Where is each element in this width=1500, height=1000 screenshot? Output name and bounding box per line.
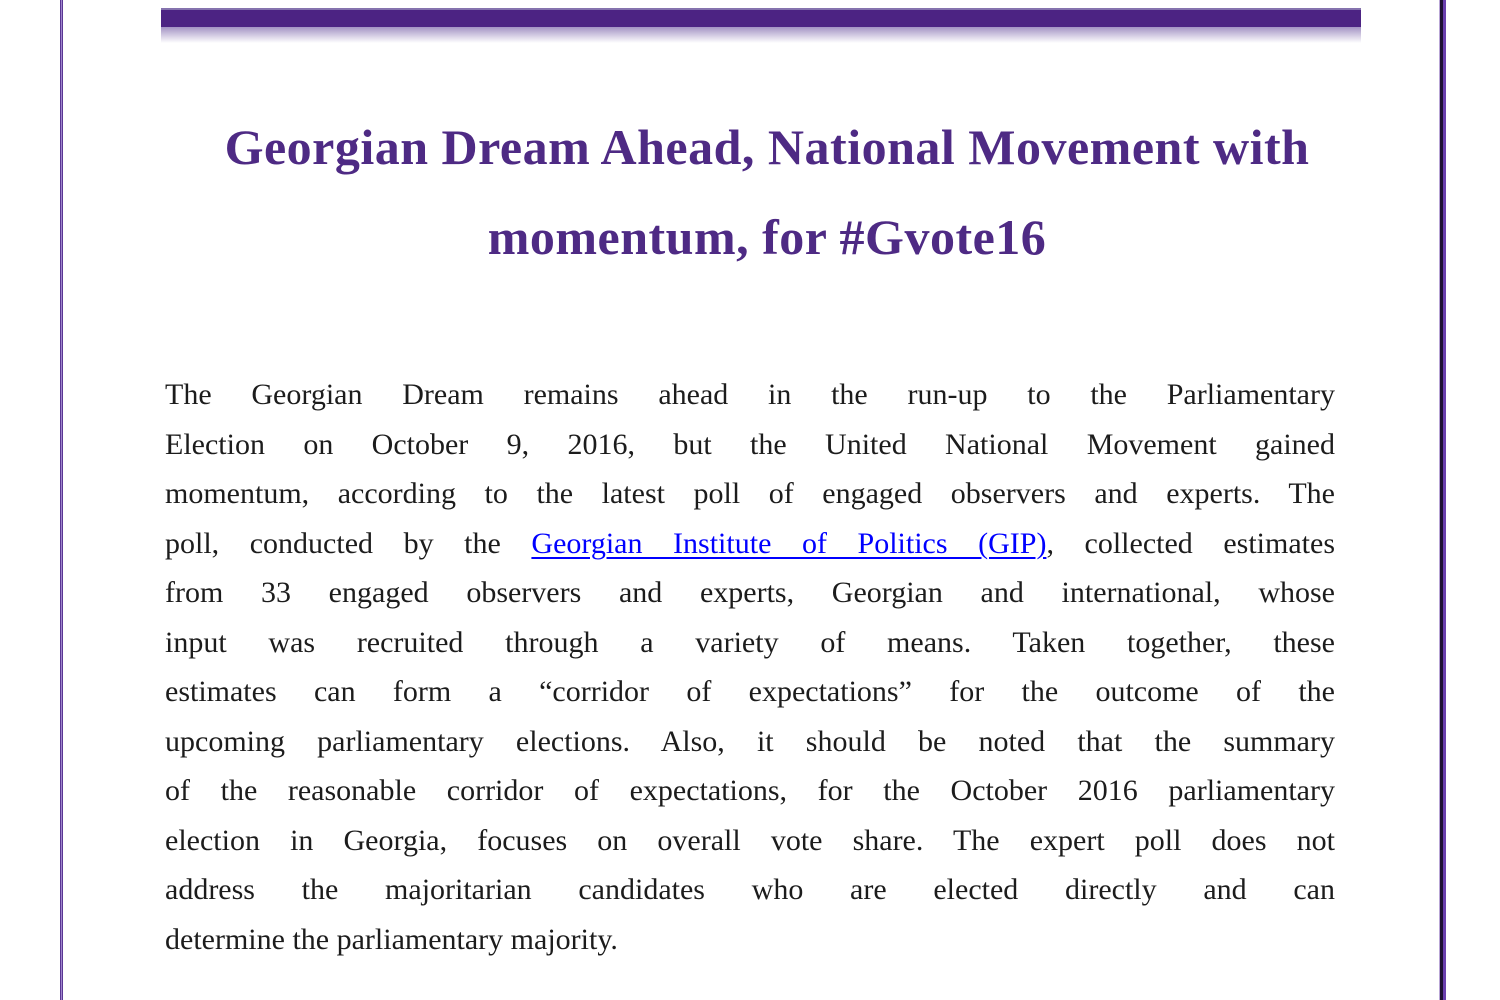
paragraph-line: election in Georgia, focuses on overall vote share. The expert poll does not	[165, 823, 1335, 857]
paragraph-line-with-link	[165, 519, 1335, 569]
paragraph-line: from 33 engaged observers and experts, Georgian and international, whose	[165, 576, 1335, 609]
page-border-right	[1439, 0, 1446, 1000]
link-line-post-text: , collected estimates	[1046, 526, 1335, 560]
page-border-left	[60, 0, 63, 1000]
paragraph-line: upcoming parliamentary elections. Also, it should be noted that the summary	[165, 724, 1335, 758]
paragraph-line-last: determine the parliamentary majority.	[165, 922, 618, 956]
paragraph-line: input was recruited through a variety of means. Taken together, these	[165, 625, 1335, 659]
document-title-line-1: Georgian Dream Ahead, National Movement with	[224, 119, 1310, 175]
paragraph-line: address the majoritarian candidates who are elected directly and can	[165, 873, 1335, 906]
header-accent-bar	[161, 8, 1361, 27]
paragraph-line: estimates can form a “corridor of expectations” for the outcome of the	[165, 675, 1335, 708]
paragraph-line: of the reasonable corridor of expectations, for the October 2016 parliamentary	[165, 774, 1335, 807]
gip-hyperlink[interactable]: Georgian Institute of Politics (GIP)	[531, 526, 1047, 560]
body-paragraph	[165, 370, 1335, 964]
document-title	[165, 102, 1369, 282]
paragraph-line: momentum, according to the latest poll of engaged observers and experts. The	[165, 477, 1335, 510]
header-accent-bar-fade	[161, 27, 1361, 43]
document-title-line-2: momentum, for #Gvote16	[487, 209, 1047, 265]
link-line-pre-text: poll, conducted by the	[165, 526, 532, 560]
paragraph-line: The Georgian Dream remains ahead in the run-up to the Parliamentary	[165, 378, 1335, 411]
paragraph-line: Election on October 9, 2016, but the United National Movement gained	[165, 427, 1335, 461]
